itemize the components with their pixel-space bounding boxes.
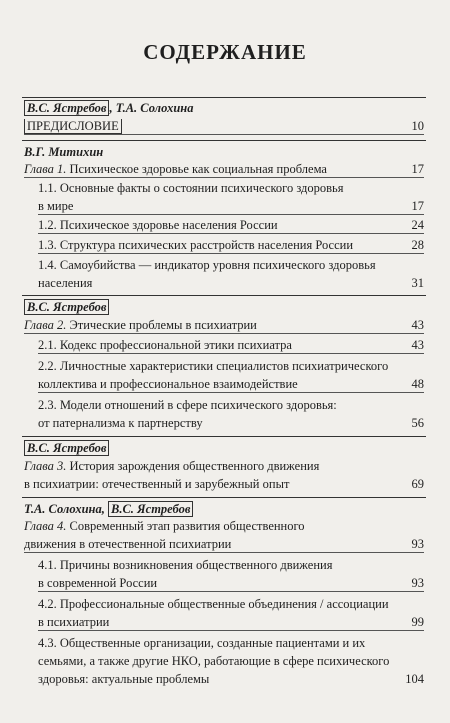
toc-item-line: в современной России [38,576,158,590]
toc-item-line: 2.2. Личностные характеристики специалистов психиатрического [38,359,389,373]
section-divider [22,140,426,141]
page-number: 43 [411,318,424,332]
leader-line [38,392,424,393]
author-name: В.С. Ястребов [24,299,109,315]
chapter-title: Этические проблемы в психиатрии [69,318,257,332]
author-name: В.С. Ястребов [24,440,109,456]
toc-item-line: населения [38,276,93,290]
chapter-label: Глава 4. [24,519,67,533]
leader-line [38,253,424,254]
section-authors: В.С. Ястребов , Т.А. Солохина [24,101,193,116]
page-title: СОДЕРЖАНИЕ [143,40,307,64]
section-authors [24,145,103,160]
chapter-title: История зарождения общественного движения [69,459,320,473]
author-name: В.С. Ястребов [24,100,109,116]
section-authors [24,441,109,456]
leader-line [38,630,424,631]
page-number: 104 [405,672,424,686]
toc-entry [24,119,404,134]
toc-item-line: в психиатрии [38,615,110,629]
leader-line [38,353,424,354]
toc-item-line: 4.2. Профессиональные общественные объединения / ассоциации [38,597,389,611]
chapter-label: Глава 1. [24,162,67,176]
author-name: Т.А. Солохина [24,502,102,516]
toc-item-line: 1.2. Психическое здоровье населения России [38,218,278,232]
leader-line [38,233,424,234]
page-number: 56 [411,416,424,430]
toc-item-line: коллектива и профессиональное взаимодействие [38,377,298,391]
section-divider [22,436,426,437]
page-number: 43 [411,338,424,352]
section-divider [22,97,426,98]
chapter-title-cont: движения в отечественной психиатрии [24,537,232,551]
toc-item-line: 4.3. Общественные организации, созданные пациентами и их [38,636,366,650]
chapter-entry [24,459,404,474]
page-number: 69 [411,477,424,491]
leader-line [24,134,424,135]
page-number: 93 [411,576,424,590]
chapter-entry [24,519,404,534]
page-number: 17 [411,199,424,213]
chapter-entry [24,162,404,177]
page-number: 24 [411,218,424,232]
toc-item-line: 1.1. Основные факты о состоянии психического здоровья [38,181,344,195]
leader-line [24,333,424,334]
page-number: 99 [411,615,424,629]
author-name: В.С. Ястребов [108,501,193,517]
leader-line [38,591,424,592]
section-divider [22,295,426,296]
page-number: 10 [411,119,424,133]
chapter-title: Психическое здоровье как социальная проблема [69,162,327,176]
chapter-title: Современный этап развития общественного [69,519,305,533]
section-authors: Т.А. Солохина, В.С. Ястребов [24,502,193,517]
author-name: Т.А. Солохина [115,101,194,115]
page-number: 48 [411,377,424,391]
toc-item-line: 2.3. Модели отношений в сфере психического здоровья: [38,398,337,412]
toc-item-line: здоровья: актуальные проблемы [38,672,210,686]
toc-item-line: в мире [38,199,74,213]
page-number: 31 [411,276,424,290]
section-divider [22,497,426,498]
chapter-entry [24,318,404,333]
chapter-label: Глава 2. [24,318,67,332]
leader-line [38,214,424,215]
toc-item-line: от патернализма к партнерству [38,416,203,430]
toc-item-line: семьями, а также другие НКО, работающие в сфере психического [38,654,390,668]
section-authors [24,300,109,315]
toc-item-line: 4.1. Причины возникновения общественного движения [38,558,333,572]
chapter-title-cont: в психиатрии: отечественный и зарубежный опыт [24,477,290,491]
toc-item-line: 1.4. Самоубийства — индикатор уровня психического здоровья [38,258,376,272]
toc-item-line: 2.1. Кодекс профессиональной этики психиатра [38,338,292,352]
toc-item-line: 1.3. Структура психических расстройств населения России [38,238,354,252]
author-name: В.Г. Митихин [24,145,104,159]
leader-line [24,177,424,178]
page-number: 28 [411,238,424,252]
leader-line [24,552,424,553]
chapter-label: Глава 3. [24,459,67,473]
entry-text: ПРЕДИСЛОВИЕ [24,119,122,134]
page-number: 17 [411,162,424,176]
page-number: 93 [411,537,424,551]
